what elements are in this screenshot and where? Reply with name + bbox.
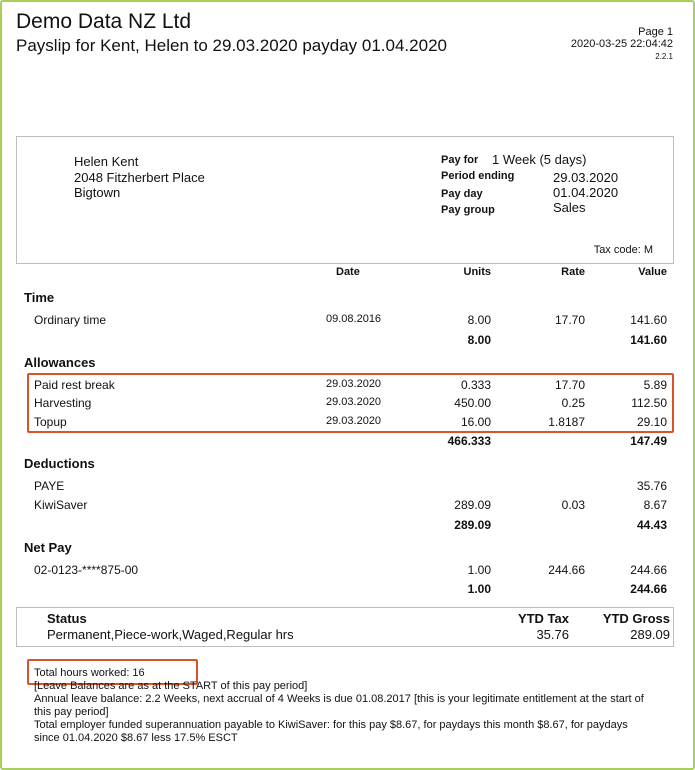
allowance-row-date: 29.03.2020 <box>326 415 382 427</box>
print-timestamp: 2020-03-25 22:04:42 <box>570 38 673 50</box>
allowance-row-date: 29.03.2020 <box>326 396 382 408</box>
allowance-row-units: 16.00 <box>460 415 491 429</box>
column-header-date: Date <box>336 266 360 278</box>
section-title-net-pay: Net Pay <box>24 540 72 555</box>
employee-address-line2: Bigtown <box>74 185 121 200</box>
section-title-time: Time <box>24 290 55 305</box>
section-title-deductions: Deductions <box>24 456 95 471</box>
allowances-total-units: 466.333 <box>447 434 491 448</box>
pay-for-value: 1 Week (5 days) <box>492 152 587 167</box>
ytd-tax-value: 35.76 <box>536 627 569 642</box>
allowance-row-value: 112.50 <box>631 396 667 410</box>
pay-group-label: Pay group <box>441 204 495 216</box>
net-pay-total-value: 244.66 <box>630 582 667 596</box>
deduction-row-value: 35.76 <box>636 479 667 493</box>
tax-code: Tax code: M <box>593 244 653 256</box>
allowances-total-value: 147.49 <box>630 434 667 448</box>
net-pay-row-value: 244.66 <box>630 563 667 577</box>
allowance-row-desc: Paid rest break <box>34 378 115 392</box>
total-hours-note: Total hours worked: 16 <box>34 667 145 679</box>
ytd-gross-label: YTD Gross <box>602 611 670 626</box>
deduction-row-units: 289.09 <box>454 498 491 512</box>
time-row-units: 8.00 <box>467 313 491 327</box>
deduction-row-rate: 0.03 <box>561 498 585 512</box>
allowance-row-units: 450.00 <box>454 396 491 410</box>
time-total-units: 8.00 <box>467 333 491 347</box>
time-row-rate: 17.70 <box>554 313 585 327</box>
section-title-allowances: Allowances <box>24 355 96 370</box>
allowance-row-units: 0.333 <box>460 378 491 392</box>
status-box <box>16 607 674 647</box>
allowance-row-value: 29.10 <box>636 415 667 429</box>
version-label: 2.2.1 <box>655 52 673 61</box>
column-header-value: Value <box>638 266 667 278</box>
annual-leave-note: Annual leave balance: 2.2 Weeks, next accrual of 4 Weeks is due 01.08.2017 [this is your legitimate entitlement at the start of this pay period] <box>34 693 644 718</box>
period-ending-label: Period ending <box>441 170 515 182</box>
pay-group-value: Sales <box>553 200 586 215</box>
status-value: Permanent,Piece-work,Waged,Regular hrs <box>47 627 294 642</box>
allowance-row-date: 29.03.2020 <box>326 378 382 390</box>
pay-for-label: Pay for <box>441 154 479 166</box>
employee-address-line1: 2048 Fitzherbert Place <box>74 170 205 185</box>
allowance-row-value: 5.89 <box>643 378 667 392</box>
payslip-title: Payslip for Kent, Helen to 29.03.2020 payday 01.04.2020 <box>16 36 447 55</box>
company-name: Demo Data NZ Ltd <box>16 10 192 33</box>
ytd-tax-label: YTD Tax <box>517 611 569 626</box>
deductions-total-value: 44.43 <box>636 518 667 532</box>
status-label: Status <box>47 611 87 626</box>
ytd-gross-value: 289.09 <box>630 627 670 642</box>
allowance-row-rate: 0.25 <box>561 396 585 410</box>
allowance-row-desc: Harvesting <box>34 396 92 410</box>
time-total-value: 141.60 <box>630 333 667 347</box>
time-row-date: 09.08.2016 <box>326 313 382 325</box>
net-pay-row-rate: 244.66 <box>548 563 585 577</box>
period-ending-value: 29.03.2020 <box>553 170 619 185</box>
superannuation-note: Total employer funded superannuation payable to KiwiSaver: for this pay $8.67, for paydays this month $8.67, for paydays since 01.04.2020 $8.67 less 17.5% ESCT <box>34 719 628 744</box>
deduction-row-value: 8.67 <box>643 498 667 512</box>
deduction-row-desc: KiwiSaver <box>34 498 88 512</box>
allowance-row-rate: 17.70 <box>554 378 585 392</box>
column-header-units: Units <box>463 266 491 278</box>
time-row-desc: Ordinary time <box>34 313 107 327</box>
net-pay-total-units: 1.00 <box>467 582 491 596</box>
net-pay-row-desc: 02-0123-****875-00 <box>34 563 139 577</box>
employee-name: Helen Kent <box>74 154 139 169</box>
column-header-rate: Rate <box>561 266 585 278</box>
leave-balance-note: [Leave Balances are as at the START of this pay period] <box>34 680 308 692</box>
pay-day-label: Pay day <box>441 188 483 200</box>
page-number: Page 1 <box>638 26 673 38</box>
deduction-row-desc: PAYE <box>34 479 65 493</box>
net-pay-row-units: 1.00 <box>467 563 491 577</box>
time-row-value: 141.60 <box>630 313 667 327</box>
deductions-total-units: 289.09 <box>454 518 491 532</box>
pay-day-value: 01.04.2020 <box>553 185 619 200</box>
allowance-row-desc: Topup <box>34 415 67 429</box>
employee-info-box <box>16 136 674 264</box>
allowance-row-rate: 1.8187 <box>548 415 585 429</box>
